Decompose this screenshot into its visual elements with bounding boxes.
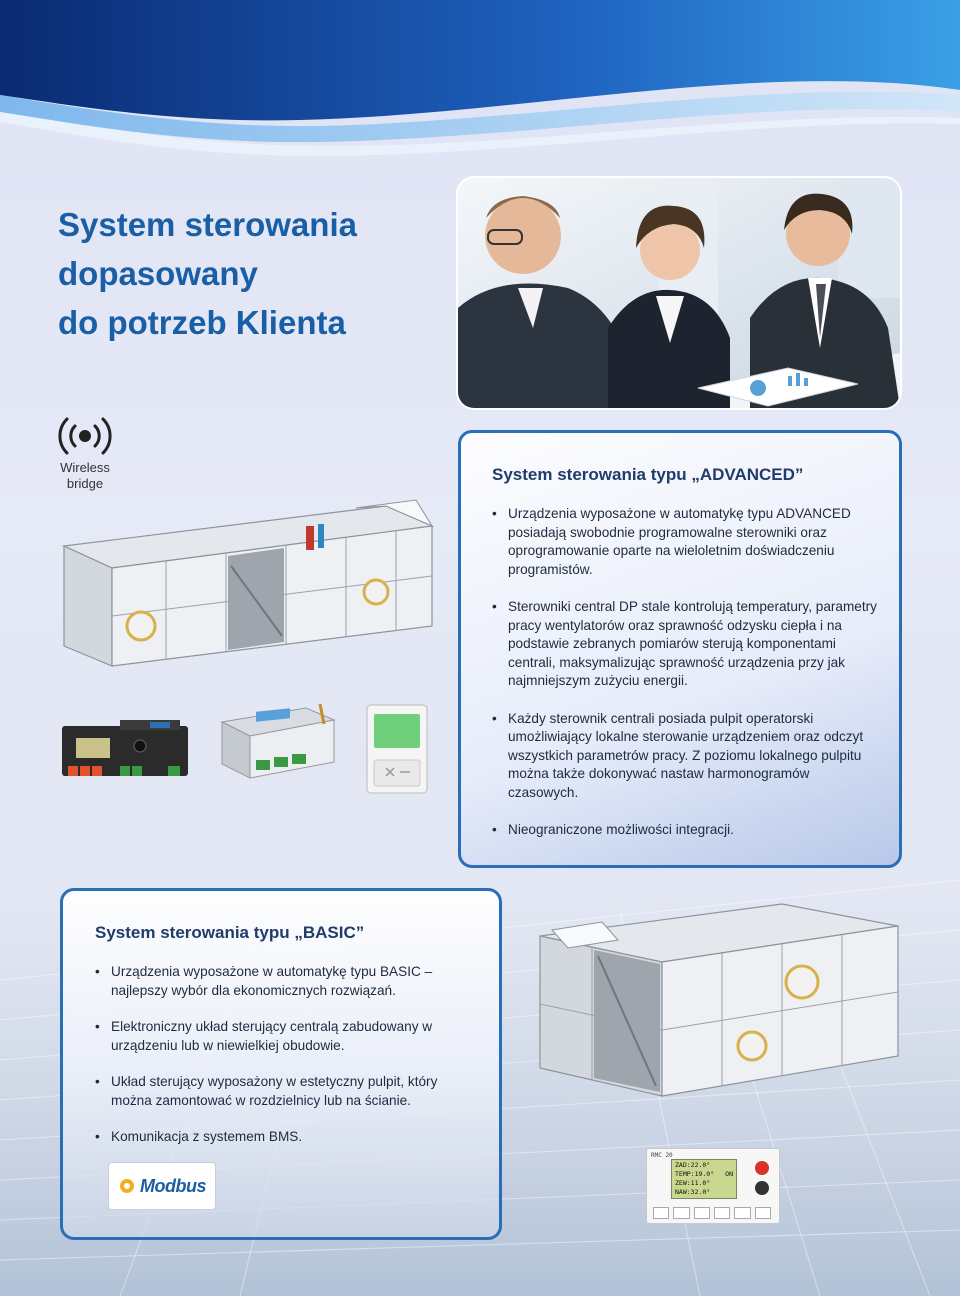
operator-panel-image — [366, 704, 428, 794]
rmc-key-4[interactable] — [714, 1207, 730, 1219]
header-wave-banner — [0, 0, 960, 160]
rmc-line-1: ZAD:22.0° — [675, 1161, 711, 1169]
air-handling-unit-advanced-image — [56, 486, 436, 676]
list-item: • Elektroniczny układ sterujący centralą zabudowany w urządzeniu lub w niewielkiej obudowie. — [95, 1018, 475, 1055]
list-item: • Układ sterujący wyposażony w estetyczny pulpit, który można zamontować w rozdzielnicy lub na ścianie. — [95, 1073, 475, 1110]
advanced-title: System sterowania typu „ADVANCED” — [492, 465, 804, 484]
page-title — [58, 200, 438, 347]
advanced-panel — [458, 430, 902, 868]
rmc-key-3[interactable] — [694, 1207, 710, 1219]
rmc-control-panel — [646, 1148, 780, 1224]
rmc-display — [671, 1159, 737, 1199]
page-title-line-3: do potrzeb Klienta — [58, 304, 346, 341]
page-title-line-2: dopasowany — [58, 255, 258, 292]
wireless-label-line-1: Wireless — [60, 460, 110, 475]
basic-bullet-list — [95, 963, 475, 1165]
advanced-bullet-list — [492, 505, 882, 859]
wireless-label-line-2: bridge — [66, 476, 104, 491]
basic-title: System sterowania typu „BASIC” — [95, 923, 365, 942]
rmc-line-3: ZEW:11.0° — [675, 1179, 711, 1187]
dp-controller-image — [60, 716, 192, 784]
list-item: • Urządzenia wyposażone w automatykę typu BASIC – najlepszy wybór dla ekonomicznych rozwiązań. — [95, 963, 475, 1000]
list-item: • Komunikacja z systemem BMS. — [95, 1128, 475, 1147]
rmc-key-5[interactable] — [734, 1207, 750, 1219]
list-item: • Nieograniczone możliwości integracji. — [492, 821, 882, 840]
list-item: • Urządzenia wyposażone w automatykę typu ADVANCED posiadają swobodnie programowalne sterowniki oraz oprogramowanie oparte na wieloletnim doświadczeniu programistów. — [492, 505, 882, 579]
modbus-label: Modbus — [140, 1175, 206, 1196]
rmc-key-6[interactable] — [755, 1207, 771, 1219]
rmc-key-1[interactable] — [653, 1207, 669, 1219]
wireless-bridge — [50, 416, 120, 492]
air-handling-unit-basic-image — [532, 896, 904, 1106]
rmc-side-1: ON — [725, 1170, 733, 1178]
rmc-key-2[interactable] — [673, 1207, 689, 1219]
modular-controller-image — [216, 702, 340, 784]
business-meeting-photo — [458, 178, 900, 408]
rmc-stop-button[interactable] — [755, 1161, 769, 1175]
modbus-logo — [108, 1162, 216, 1210]
list-item: • Sterowniki central DP stale kontrolują temperatury, parametry pracy wentylatorów oraz sprawność odzysku ciepła i na podstawie zebranych pomiarów sterują komponentami centrali, maksymalizując sprawność urządzenia przy jak najmniejszym zużyciu energii. — [492, 598, 882, 691]
rmc-model-label: RMC 20 — [651, 1152, 673, 1159]
rmc-line-4: NAW:32.0° — [675, 1188, 711, 1196]
page-title-line-1: System sterowania — [58, 206, 357, 243]
rmc-keypad — [653, 1207, 771, 1219]
list-item: • Każdy sterownik centrali posiada pulpit operatorski umożliwiający lokalne sterowanie urządzeniem oraz odczyt wszystkich parametrów pracy. Z poziomu lokalnego pulpitu można także dokonywać nastaw harmonogramów czasowych. — [492, 710, 882, 803]
wireless-signal-icon — [58, 416, 112, 456]
rmc-line-2: TEMP:19.0° — [675, 1170, 715, 1178]
rmc-mode-button[interactable] — [755, 1181, 769, 1195]
modbus-gear-icon — [118, 1177, 136, 1195]
